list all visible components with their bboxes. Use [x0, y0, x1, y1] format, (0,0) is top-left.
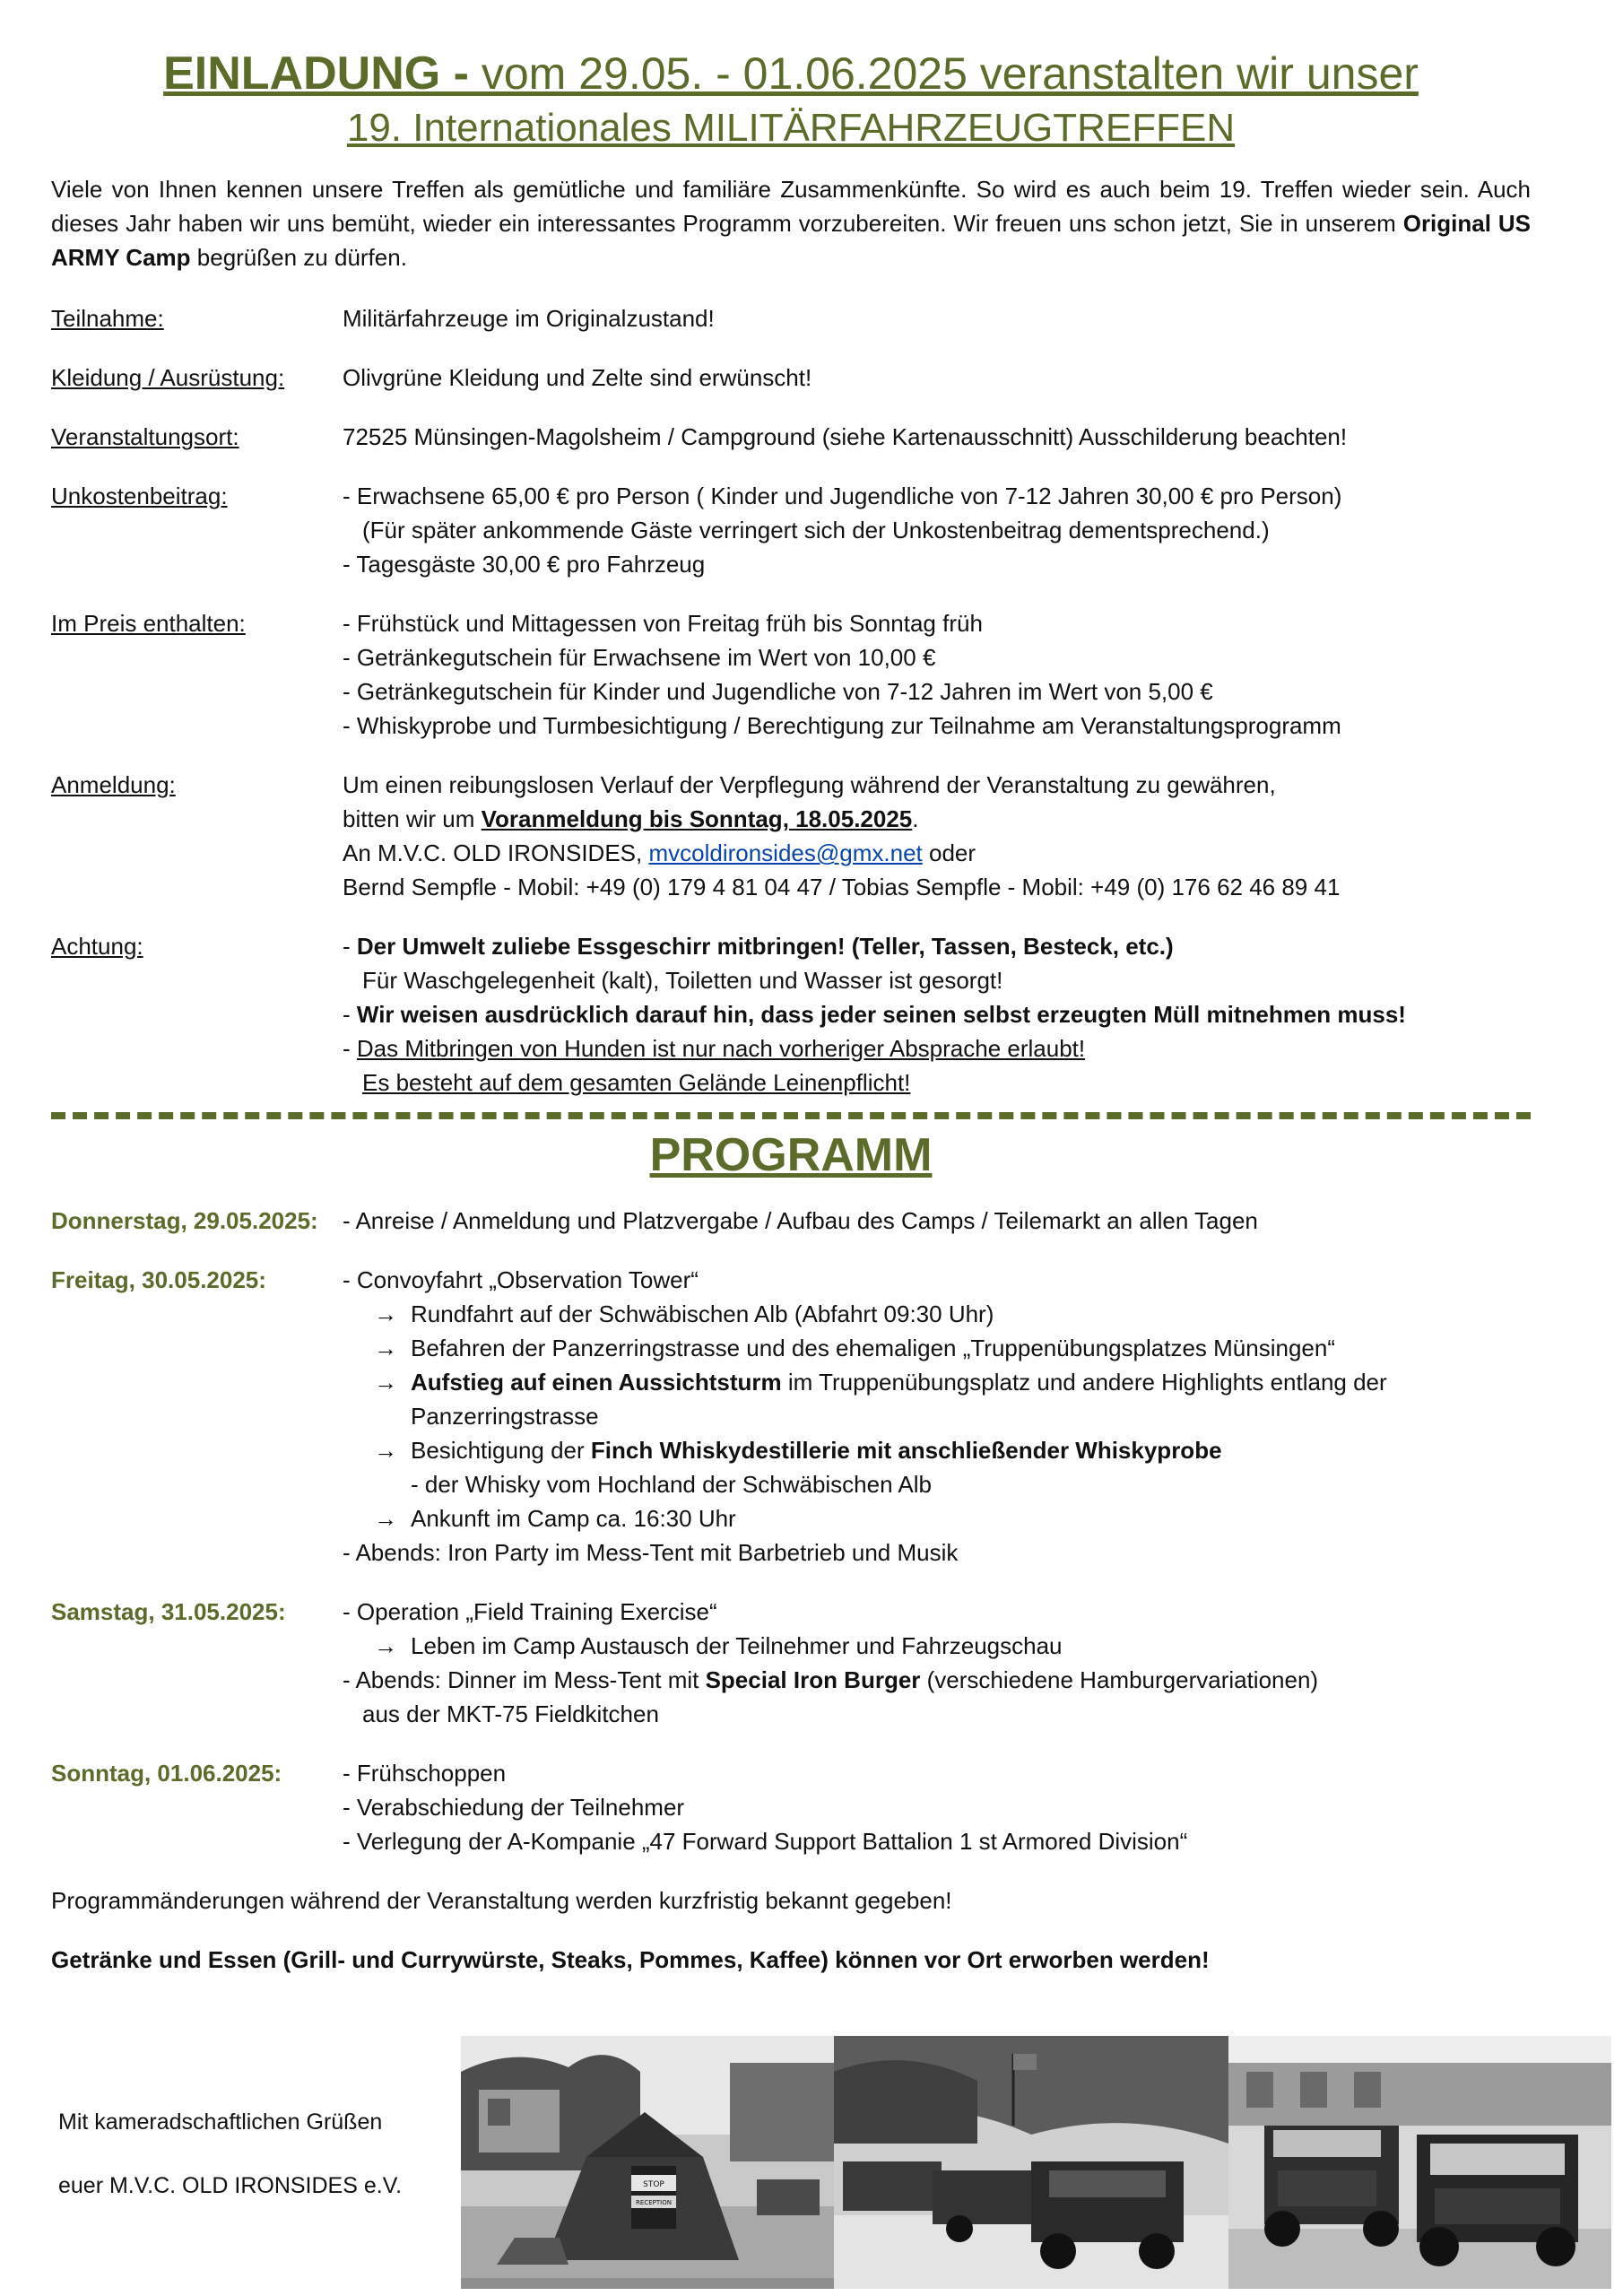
stop-sign-text: STOP	[643, 2180, 664, 2189]
anmeldung-text: An M.V.C. OLD IRONSIDES,	[343, 839, 649, 866]
kosten-line: - Tagesgäste 30,00 € pro Fahrzeug	[343, 551, 706, 578]
preis-line: - Getränkegutschein für Kinder und Jugendliche von 7-12 Jahren im Wert von 5,00 €	[343, 678, 1213, 705]
program-line: aus der MKT-75 Fieldkitchen	[362, 1700, 659, 1727]
program-line: (verschiedene Hamburgervariationen)	[920, 1666, 1319, 1693]
program-highlight: Aufstieg auf einen Aussichtsturm	[411, 1369, 782, 1396]
label-ort: Veranstaltungsort:	[51, 423, 239, 450]
label-preis: Im Preis enthalten:	[51, 610, 246, 637]
greeting-text: Mit kameradschaftlichen Grüßen	[58, 2109, 383, 2135]
intro-paragraph	[51, 172, 1531, 274]
document-page	[51, 45, 1531, 1977]
program-subline: Leben im Camp Austausch der Teilnehmer und Fahrzeugschau	[411, 1632, 1063, 1659]
signature-text: euer M.V.C. OLD IRONSIDES e.V.	[58, 2173, 403, 2198]
program-line: - Verabschiedung der Teilnehmer	[343, 1794, 685, 1821]
program-line: - Convoyfahrt „Observation Tower“	[343, 1266, 699, 1293]
info-row-teilnahme	[51, 301, 1531, 335]
photo-collage	[461, 2036, 1611, 2289]
intro-bold: Original US ARMY Camp	[51, 210, 1532, 271]
food-note: Getränke und Essen (Grill- und Currywürste, Steaks, Pommes, Kaffee) können vor Ort erworben werden!	[51, 1946, 1210, 1973]
program-line: - Verlegung der A-Kompanie „47 Forward Support Battalion 1 st Armored Division“	[343, 1828, 1188, 1855]
value-ort: 72525 Münsingen-Magolsheim / Campground (siehe Kartenausschnitt) Ausschilderung beachten!	[343, 423, 1348, 450]
anmeldung-text: .	[912, 805, 919, 832]
day-label: Freitag, 30.05.2025:	[51, 1266, 266, 1293]
intro-text: Viele von Ihnen kennen unsere Treffen als gemütliche und familiäre Zusammenkünfte. So wird es auch beim 19. Treffen wieder sein. Auch dieses Jahr haben wir uns bemüht, wieder ein interessantes Programm vorzubereiten. Wir freuen uns schon jetzt, Sie in unserem	[51, 176, 1531, 237]
info-row-preis	[51, 606, 1531, 743]
value-teilnahme: Militärfahrzeuge im Originalzustand!	[343, 305, 715, 332]
label-anmeldung: Anmeldung:	[51, 771, 176, 798]
day-label: Sonntag, 01.06.2025:	[51, 1760, 282, 1787]
event-title	[51, 45, 1531, 152]
info-row-kosten	[51, 479, 1531, 581]
arrow-icon: →	[374, 1300, 397, 1327]
photo-jeeps	[1228, 2036, 1611, 2289]
program-line: - Anreise / Anmeldung und Platzvergabe / Aufbau des Camps / Teilemarkt an allen Tagen	[343, 1207, 1258, 1234]
info-row-kleidung	[51, 361, 1531, 395]
footer	[51, 2036, 1611, 2289]
program-line: - Operation „Field Training Exercise“	[343, 1598, 717, 1625]
program-subline: im Truppenübungsplatz und andere Highlights entlang der Panzerringstrasse	[411, 1369, 1387, 1430]
anmeldung-deadline: Voranmeldung bis Sonntag, 18.05.2025	[481, 805, 913, 832]
photo-camp-tent	[461, 2036, 834, 2289]
program-subline: - der Whisky vom Hochland der Schwäbischen Alb	[411, 1471, 932, 1498]
program-line: - Abends: Dinner im Mess-Tent mit	[343, 1666, 706, 1693]
anmeldung-line: Um einen reibungslosen Verlauf der Verpflegung während der Veranstaltung zu gewähren,	[343, 771, 1276, 798]
program-subline: Befahren der Panzerringstrasse und des ehemaligen „Truppenübungsplatzes Münsingen“	[411, 1335, 1335, 1361]
day-label: Donnerstag, 29.05.2025:	[51, 1207, 318, 1234]
email-link[interactable]: mvcoldironsides@gmx.net	[648, 839, 923, 866]
preis-line: - Whiskyprobe und Turmbesichtigung / Berechtigung zur Teilnahme am Veranstaltungsprogramm	[343, 712, 1341, 739]
program-highlight: Special Iron Burger	[705, 1666, 921, 1693]
value-kleidung: Olivgrüne Kleidung und Zelte sind erwünscht!	[343, 364, 812, 391]
program-subline: Besichtigung der	[411, 1437, 591, 1464]
anmeldung-contacts: Bernd Sempfle - Mobil: +49 (0) 179 4 81 04 47 / Tobias Sempfle - Mobil: +49 (0) 176 62 46 89 41	[343, 874, 1341, 900]
dashed-divider	[51, 1112, 1531, 1119]
anmeldung-text: oder	[922, 839, 976, 866]
info-row-anmeldung	[51, 768, 1531, 904]
label-kleidung: Kleidung / Ausrüstung:	[51, 364, 285, 391]
achtung-line: Wir weisen ausdrücklich darauf hin, dass jeder seinen selbst erzeugten Müll mitnehmen muss!	[356, 1001, 1406, 1028]
dash: -	[343, 1001, 357, 1028]
preis-line: - Getränkegutschein für Erwachsene im Wert von 10,00 €	[343, 644, 936, 671]
program-highlight: Finch Whiskydestillerie mit anschließender Whiskyprobe	[590, 1437, 1222, 1464]
intro-text-end: begrüßen zu dürfen.	[190, 244, 407, 271]
label-achtung: Achtung:	[51, 933, 143, 960]
arrow-icon: →	[374, 1437, 397, 1464]
achtung-note: Es besteht auf dem gesamten Gelände Leinenpflicht!	[362, 1069, 911, 1096]
day-label: Samstag, 31.05.2025:	[51, 1598, 286, 1625]
achtung-line: Der Umwelt zuliebe Essgeschirr mitbringen! (Teller, Tassen, Besteck, etc.)	[356, 933, 1174, 960]
greeting-block	[58, 2106, 402, 2233]
kosten-note: (Für später ankommende Gäste verringert sich der Unkostenbeitrag dementsprechend.)	[362, 517, 1270, 544]
kosten-line: - Erwachsene 65,00 € pro Person ( Kinder und Jugendliche von 7-12 Jahren 30,00 € pro Person)	[343, 483, 1342, 509]
invite-date-text: vom 29.05. - 01.06.2025 veranstalten wir unser	[468, 48, 1419, 99]
program-day-friday	[51, 1263, 1531, 1570]
program-change-note: Programmänderungen während der Veranstaltung werden kurzfristig bekannt gegeben!	[51, 1887, 952, 1914]
label-teilnahme: Teilnahme:	[51, 305, 164, 332]
reception-sign-text: RECEPTION	[636, 2199, 672, 2206]
achtung-note: Für Waschgelegenheit (kalt), Toiletten und Wasser ist gesorgt!	[362, 967, 1003, 994]
arrow-icon: →	[374, 1632, 397, 1659]
info-row-achtung	[51, 929, 1531, 1100]
program-day-saturday	[51, 1595, 1531, 1731]
program-subline: Rundfahrt auf der Schwäbischen Alb (Abfahrt 09:30 Uhr)	[411, 1300, 994, 1327]
event-subtitle: 19. Internationales MILITÄRFAHRZEUGTREFFEN	[346, 106, 1236, 150]
program-title: PROGRAMM	[649, 1129, 933, 1181]
anmeldung-text: bitten wir um	[343, 805, 482, 832]
program-day-thursday	[51, 1204, 1531, 1238]
label-kosten: Unkostenbeitrag:	[51, 483, 228, 509]
program-line: - Frühschoppen	[343, 1760, 507, 1787]
invite-word: EINLADUNG -	[163, 48, 469, 100]
program-day-sunday	[51, 1756, 1531, 1858]
program-subline: Ankunft im Camp ca. 16:30 Uhr	[411, 1505, 736, 1532]
info-row-ort	[51, 420, 1531, 454]
dash: -	[343, 1035, 357, 1062]
arrow-icon: →	[374, 1369, 397, 1396]
dash: -	[343, 933, 357, 960]
program-line: - Abends: Iron Party im Mess-Tent mit Barbetrieb und Musik	[343, 1539, 959, 1566]
arrow-icon: →	[374, 1505, 397, 1532]
arrow-icon: →	[374, 1335, 397, 1361]
achtung-line: Das Mitbringen von Hunden ist nur nach vorheriger Absprache erlaubt!	[356, 1035, 1086, 1062]
preis-line: - Frühstück und Mittagessen von Freitag früh bis Sonntag früh	[343, 610, 983, 637]
photo-vehicle-convoy	[834, 2036, 1228, 2289]
